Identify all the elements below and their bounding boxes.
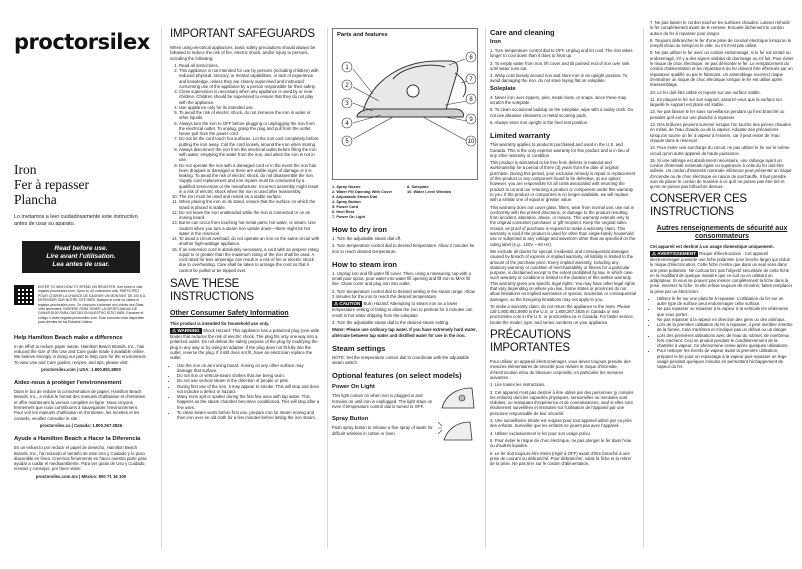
steam-iron-heading: How to steam iron <box>332 259 398 269</box>
list-item: 10. The iron must be used and rested on a stable surface. <box>179 194 320 199</box>
avert-text: Risque d'électrocution : Cet appareil électroménager possède une fiche polarisée (une broche large) qui réduit le risque d'électrocution. Cette fiche n'entre que dans un seul sens dans une prise polarisée. Ne contournez pas l'objectif sécuritaire de cette fiche en la modifiant de quelque manière que ce soit ou en utilisant un adaptateur. Si vous ne pouvez pas insérer complètement la fiche dans la prise, inversez la fiche. Si elle refuse toujours de s'insérer, faites remplacer la prise par un électricien. <box>650 250 793 294</box>
soleplate-subheading: Soleplate <box>490 85 516 92</box>
precaution-item: 2. Cet appareil n'est pas destiné à être utilisé par des personnes (y compris les enfants) dont les capacités physiques, sensorielles ou mentales sont réduites, ou manquant d'expérience et de connaissances, sauf si elles sont étroitement surveillées et instruites sur l'utilisation de l'appareil par une personne responsable de leur sécurité. <box>490 389 634 416</box>
safeguards-column <box>162 0 326 569</box>
callout-label: 1 <box>345 65 349 71</box>
list-item: 2. Water Fill Opening With Cover <box>332 189 393 194</box>
safeguards-list <box>170 63 320 273</box>
iron-diagram <box>333 39 481 167</box>
fr-env-heading: Aidez-nous à protéger l'environnement <box>14 380 122 387</box>
power-light-block <box>332 382 478 414</box>
qr-text: ENTER TO WIN! HOW TO SPEND ON REGISTER. See rules or visit register.proctorsilex.com. Open to US customers only. PARTICIPEZ POUR COURIR LA CHANCE DE GAGNER UN MONTANT DE 100 $ À DÉPENSER SUR NOTRE SITE WEB. Balayez le code ou visitez le registre.proctorsilex.com. Ce concours s'adresse aux clients des États-Unis seulement. INGRESE PARA TENER LA OPORTUNIDAD DE GANAR $100 PARA GASTAR EN NUESTRO SITIO WEB. Escanee el código o visite register.proctorsilex.com. Este concurso está disponible para clientes de los Estados Unidos. <box>38 285 146 325</box>
warning-badge: ⚠ WARNING <box>172 328 200 334</box>
intro-es: Lo invitamos a leer cuidadosamente este instructivo antes de usar su aparato. <box>14 214 138 227</box>
precautions-heading: PRÉCAUTIONS IMPORTANTES <box>490 329 571 355</box>
power-light-icon <box>438 382 478 414</box>
list-item: • Ne pas repasser ou repasser à la vapeur à la verticale les vêtements que vous portez. <box>657 306 794 317</box>
precaution-item: 12. Ne pas laisser le fer sans surveillance pendant qu'il est branché ou pendant qu'il est sur une planche à repasser. <box>650 109 785 120</box>
precaution-item: 9. Ne pas utiliser le fer avec un cordon endommagé, si le fer est tombé ou endommagé, s'il y a des signes visibles de dommage ou s'il fuit. Pour éviter le risque de choc électrique, ne pas démonter le fer. Le remplacement du cordon d'alimentation et les réparations du fer doivent être effectués par un réparateur qualifié ou par le fabricant. Un assemblage incorrect risque d'entraîner un risque de choc électrique lorsque le fer est utilisé après réassemblage. <box>650 50 794 88</box>
list-item: • Lors de la première utilisation du fer à repasser, il peut sembler émettre de la fumée. Cela s'arrêtera et n'indique pas un défaut ou un danger. <box>657 322 794 333</box>
list-item: 10. Water Level Window <box>407 189 452 194</box>
list-item <box>407 214 478 219</box>
list-item: 14. To avoid a circuit overload, do not operate an iron on the same circuit with another high-wattage appliance. <box>179 236 320 247</box>
warranty-heading: Limited warranty <box>490 131 551 141</box>
precaution-item: 3. Une surveillance étroite est requise pour tout appareil utilisé par ou près des enfants. Surveiller que les enfants ne jouent pas avec l'appareil. <box>490 418 632 429</box>
iron-subheading: Iron <box>490 39 501 45</box>
list-item: 3. Close supervision is necessary when any appliance is used by or near children. Children should be supervised to ensure that they do not play with the appliance. <box>179 89 320 105</box>
help-heading: Help Hamilton Beach make a difference <box>14 334 123 341</box>
list-item: 3. Adjustable Steam Dial <box>332 194 378 199</box>
precaution-item: 4. Utiliser exclusivement le fer pour son usage prévu. <box>490 430 592 436</box>
fr-env-text: Dans le but de réduire la consommation de papier, Hamilton Beach Brands, Inc., a réduit le format des manuels d'utilisation et d'entretien et offre maintenant la version complète en ligne. Nous croyons fermement que nous contribuons à sauvegarder l'environnement. Pour voir les manuels d'utilisation et d'entretien, les recettes et les conseils, veuillez consulter le site : <box>14 389 146 421</box>
precaution-item: 11. En plaçant le fer sur son support, assurez-vous que la surface sur laquelle le support est placé est stable. <box>650 96 782 108</box>
care-step: 4. Never iron over zippers, pins, metal rivets, or snaps, since these may scratch the soleplate. <box>490 94 627 106</box>
precaution-item: 15. Si une rallonge est absolument nécessaire, une rallonge ayant un cordon d'intensité nominale égale ou supérieure à celle du fer doit être utilisée. Un cordon d'intensité nominale inférieure peut présenter un risque d'incendie ou de choc électrique en raison de surchauffe. Il faut prendre soin de placer le cordon de manière à ce qu'il ne puisse pas être tiré et qu'on ne puisse pas trébucher dessus. <box>650 157 792 190</box>
callout-label: 4 <box>345 121 349 127</box>
warranty-paragraph: This product is warranted to be free from defects in material and workmanship for a period of three (3) years from the date of original purchase. During this period, your exclusive remedy is repair or replacement of this product or any component found to be defective, at our option; however, you are responsible for all costs associated with returning the product to us and our returning a product or component under this warranty to you. If the product or component is no longer available, we will replace with a similar one of equal or greater value. <box>490 160 636 203</box>
qr-code-icon <box>14 285 34 305</box>
optional-features-heading: Optional features (on select models) <box>332 371 462 381</box>
parts-column <box>328 0 484 569</box>
avert-label: AVERTISSEMENT <box>657 250 696 256</box>
callout-label: 6 <box>469 55 473 61</box>
warranty-paragraph: We exclude all claims for special, incidental, and consequential damages caused by breach of express or implied warranty. All liability is limited to the amount of the purchase price. Every implied warranty, including any statutory warranty or condition of merchantability or fitness for a particular purpose, is disclaimed except to the extent prohibited by law, in which case such warranty or condition is limited to the duration of this written warranty. This warranty gives you specific legal rights. You may have other legal rights that vary depending on where you live. Some states or provinces do not allow limitations on implied warranties or special, incidental, or consequential damages, so the foregoing limitations may not apply to you. <box>490 248 636 302</box>
precaution-item: 8. Toujours débrancher le fer d'une prise de courant électrique lorsqu'on le remplit d'eau ou lorsqu'on le vide, ou s'il n'est pas utilisé. <box>650 37 792 49</box>
precaution-item: 6. Le fer doit toujours être éteint (réglé à OFF) avant d'être branché à une prise de courant ou débranché. Pour débrancher, saisir la fiche et la retirer de la prise. Ne pas tirer sur le cordon d'alimentation. <box>490 450 632 467</box>
caution-text: Burn Hazard: Attempting to steam iron on a lower temperature setting or failing to allow the iron to preheat for 2 minutes can result in hot water dripping from the soleplate. <box>332 301 473 318</box>
french-column <box>644 0 802 569</box>
list-item: 7. Power On Light <box>332 214 366 219</box>
parts-list <box>332 184 478 219</box>
avert-badge: ⚠ AVERTISSEMENT <box>652 250 696 256</box>
list-item: • Lors des premières utilisations avec de l'eau du robinet, de nombreux fers crachent. Ceci se produit pendant le conditionnement de la chambre à vapeur. Ce phénomène cesse après quelques utilisations. <box>657 333 794 349</box>
list-item: 8. Soleplate <box>407 184 429 189</box>
list-item: 5. To avoid the risk of electric shock, do not immerse the iron in water or other liquids. <box>179 110 320 121</box>
list-item: • Pour nettoyer les évents de vapeur avant la première utilisation, préparer le fer pour un repassage à la vapeur puis repasser un linge usagé pendant quelques minutes en permettant l'échappement de vapeur du fer. <box>657 348 794 369</box>
parts-diagram-box <box>332 28 478 180</box>
dry-step: 1. Turn the adjustable steam dial off. <box>332 236 402 241</box>
steam-settings-note: NOTE: Set the temperature control dial to coordinate with the adjustable steam switch. <box>332 354 470 366</box>
care-step: 2. To empty water from iron, lift cover and tilt pointed end of iron over sink until water runs out. <box>490 60 630 71</box>
title-es: Plancha <box>14 192 57 207</box>
save-instructions-heading: SAVE THESE INSTRUCTIONS <box>170 277 254 303</box>
read-before-use-banner <box>22 241 140 273</box>
precaution-item: 13. Des brûlures peuvent survenir lorsque l'on touche des pièces chaudes en métal, de l'eau chaude ou de la vapeur. Adopter des précautions lorsqu'on tourne un fer à vapeur à l'envers, car il peut rester de l'eau chaude dans le réservoir. <box>650 122 791 143</box>
list-item: 2. This appliance is not intended for use by persons (including children) with reduced physical, sensory, or mental capabilities, or lack of experience and knowledge, unless they are closely supervised and instructed concerning use of the appliance by a person responsible for their safety. <box>179 68 320 89</box>
parts-heading: Parts and features <box>337 32 388 38</box>
power-light-heading: Power On Light <box>332 384 375 391</box>
warning-label: WARNING <box>177 328 200 334</box>
safety-bullets <box>170 363 320 421</box>
banner-line: Lire avant l'utilisation. <box>46 253 116 260</box>
help-site: proctorsilex.com | USA: 1.800.851.8900 <box>41 366 121 372</box>
warning-paragraph <box>170 328 320 360</box>
care-step: 5. To clean occasional buildup on the soleplate, wipe with a sudsy cloth. Do not use abrasive cleansers or metal scouring pads. <box>490 107 633 118</box>
es-env-text: En un esfuerzo por reducir el papel de desecho, Hamilton Beach Brands, Inc., ha reducido el tamaño de este Uso y Cuidado y lo puso disponible en línea. Creemos firmemente en hacer nuestra parte para ayudar a cuidar el medioambiente. Para ver guías de Uso y Cuidado, recetas y consejos, por favor visite: <box>14 445 147 472</box>
caution-badge: ⚠ CAUTION <box>334 301 361 307</box>
list-item: 11. When placing the iron on its stand, ensure that the surface on which the stand is placed is stable. <box>179 199 320 210</box>
banner-line: Read before use. <box>54 245 108 252</box>
spray-button-text: Push spray button to release a fine spray of water for difficult wrinkles in cotton or linen. <box>332 425 433 436</box>
care-step: 3. Wrap cord loosely around iron and store iron in an upright position. To avoid damaging the iron, do not store laying flat on soleplate. <box>490 73 628 84</box>
title-fr: Fer à repasser <box>14 177 89 192</box>
safeguards-heading: IMPORTANT SAFEGUARDS <box>170 28 315 40</box>
dry-step: 2. Turn temperature control dial to desired temperature. Allow 2 minutes for iron to reach desired temperature. <box>332 243 475 254</box>
care-step: 1. Turn temperature control dial to OFF. Unplug and let cool. The iron takes longer to cool down than it does to heat up. <box>490 48 633 59</box>
qr-section <box>14 285 148 325</box>
spray-button-icon <box>438 414 478 446</box>
care-step: 6. Always store iron upright in the heel rest position. <box>490 119 589 125</box>
es-env-site: proctorsilex.com.mx | México: 800 71 16 100 <box>35 473 127 479</box>
precaution-item: 7. Ne pas laisser le cordon toucher les surfaces chaudes. Laisser refroidir le fer complètement avant de le remiser. Enrouler lâchement le cordon autour du fer à repasser pour ranger. <box>650 20 790 36</box>
callout-label: 10 <box>467 139 475 145</box>
list-item: 4. Spray Button <box>332 199 361 204</box>
list-item: 1. Spray Nozzle <box>332 184 361 189</box>
list-item: 15. If an extension cord is absolutely necessary, a cord with an ampere rating equal to or greater than the maximum rating of the iron shall be used. A cord rated for less amperage can result in a risk of fire or electric shock due to overheating. Care shall be taken to arrange the cord so that it cannot be pulled or be tripped over. <box>179 247 320 273</box>
conserve-heading: CONSERVER CES INSTRUCTIONS <box>650 192 747 218</box>
precaution-item: 1. Lire toutes les instructions. <box>490 382 546 388</box>
list-item: 12. Do not leave the iron unattended while the iron is connected or on an ironing board. <box>179 210 320 221</box>
avert-paragraph <box>650 251 794 294</box>
warranty-paragraph: This warranty applies to products purchased and used in the U.S. and Canada. This is the only express warranty for this product and is in lieu of any other warranty or condition. <box>490 142 630 158</box>
list-item: • Utilisez le fer sur une planche à repasser. L'utilisation du fer sur un autre type de surface peut endommager cette surface. <box>657 296 794 307</box>
list-item: 5. Power Cord <box>332 204 359 209</box>
warning-text: Shock Hazard: This appliance has a polarized plug (one wide blade) that reduces the risk of electric shock. The plug fits only one way into a polarized outlet. Do not defeat the safety purpose of the plug by modifying the plug in any way or by using an adapter. If the plug does not fit fully into the outlet, reverse the plug. If it still does not fit, have an electrician replace the outlet. <box>170 328 320 361</box>
es-env-heading: Ayude a Hamilton Beach a Hacer la Diferencia <box>14 436 141 443</box>
caution-label: CAUTION <box>339 301 361 307</box>
dry-iron-heading: How to dry iron <box>332 225 387 234</box>
list-item: 9. Do not operate the iron with a damaged cord or in the event the iron has been dropped or damaged or there are visible signs of damage or it is leaking. To avoid the risk of electric shock, do not disassemble the iron. Supply cord replacement and iron repairs must be conducted by a qualified serviceman or the manufacturer. Incorrect assembly might result in a risk of electric shock when the iron is used after reassembly. <box>179 163 320 195</box>
safeguards-intro: When using electrical appliances, basic safety precautions should always be followed to reduce the risk of fire, electric shock, and/or injury to persons, including the following: <box>170 45 316 61</box>
callout-label: 8 <box>469 97 473 103</box>
callout-label: 3 <box>345 101 349 107</box>
callout-label: 9 <box>469 117 473 123</box>
precaution-item: 10. Le fer doit être utilisé et reposé sur une surface stable. <box>650 89 761 95</box>
brand-logo: proctorsilex <box>14 30 150 54</box>
list-item: 6. Heel Rest <box>332 209 355 214</box>
precaution-item: 14. Pour éviter une surcharge du circuit, ne pas utiliser le fer sur le même circuit qu'un autre appareil de haute puissance. <box>650 145 790 156</box>
list-item: 13. Burns can occur from touching hot metal parts, hot water, or steam. Use caution when you turn a steam iron upside down—there might be hot water in the reservoir. <box>179 220 320 236</box>
care-heading: Care and cleaning <box>490 28 555 37</box>
callout-label: 2 <box>345 83 349 89</box>
fr-safety-bullets <box>650 296 794 370</box>
fr-env-site: proctorsilex.ca | Canada: 1.800.267.2826 <box>39 422 123 428</box>
water-note: Water: Please use ordinary tap water. If you have extremely hard water, alternate between tap water and distilled water for use in the iron. <box>332 327 477 338</box>
care-column <box>486 0 642 569</box>
precaution-item: 5. Pour éviter le risque de choc électrique, ne pas plonger le fer dans l'eau ou d'autres liquides. <box>490 437 632 449</box>
steam-step: 3. Turn the adjustable steam dial to the desired steam setting. <box>332 319 450 325</box>
list-item: 1. Read all instructions. <box>179 63 320 68</box>
help-text: In an effort to reduce paper waste, Hamilton Beach Brands, Inc., has reduced the size of this Use and Care guide made it available online. We believe strongly in doing our part to help care for the environment. To view Use and Care guides, recipes, and tips, please visit: <box>14 343 147 365</box>
list-item: • Many irons spit or sputter during the first few uses with tap water. This happens as the steam chamber becomes conditioned. This will stop after a few uses. <box>177 394 320 410</box>
autres-heading: Autres renseignements de sécurité aux consommateurs <box>656 224 788 240</box>
callout-label: 5 <box>345 139 349 145</box>
household-note: This product is intended for household use only. <box>170 320 270 326</box>
warranty-paragraph: This warranty does not cover glass, filters, wear from normal use, use not in conformity with the printed directions, or damage to the product resulting from accident, alteration, abuse, or misuse. This warranty extends only to the original consumer purchaser or gift recipient. Keep the original sales receipt, as proof of purchase is required to make a warranty claim. This warranty is void if the product is used for other than single-family household use or subjected to any voltage and waveform other than as specified on the rating label (e.g., 120V ~ 60 Hz). <box>490 204 636 247</box>
cover-column <box>0 0 160 569</box>
power-light-text: This light comes on when iron is plugged in and remains on until iron is unplugged. The light stays on even if temperature control dial is turned to OFF. <box>332 393 433 410</box>
steam-step: 2. Turn temperature control dial to desired setting in the steam range. Allow 2 minutes for the iron to reach the desired temperature. <box>332 288 475 300</box>
title-en: Iron <box>14 162 37 177</box>
other-info-heading: Other Consumer Safety Information <box>170 309 289 317</box>
caution-paragraph <box>332 301 478 318</box>
steam-step: 1. Unplug iron and fill water fill cover. Then, using a measuring cup with a small pour spout, pour water into water fill opening and fill iron to MAX fill line. Close cover and plug iron into outlet. <box>332 270 471 287</box>
list-item: 8. Always disconnect the iron from the electrical outlet before filling the iron with water, emptying the water from the iron, and when the iron is not in use. <box>179 147 320 163</box>
list-item: • To clean steam vents before first use, prepare iron for steam ironing and then iron over an old cloth for a few minutes before letting the iron steam. <box>177 410 320 421</box>
warranty-paragraph: To make a warranty claim, do not return the appliance to the store. Please call 1.800.851.8900 in the U.S. or 1.800.267.2826 in Canada or visit proctorsilex.com in the U.S. or proctorsilex.ca in Canada. For faster service, locate the model, type, and series numbers on your appliance. <box>490 303 635 325</box>
list-item: • During first use of the iron, it may appear to smoke. This will stop and does not indicate a defect or hazard. <box>177 384 320 395</box>
steam-settings-heading: Steam settings <box>332 343 386 353</box>
callout-label: 7 <box>469 77 473 83</box>
banner-line: Lea antes de usar. <box>52 261 110 268</box>
usage-note: Cet appareil est destiné à un usage domestique uniquement. <box>650 243 774 249</box>
spray-button-block <box>332 414 478 446</box>
list-item: 7. Do not let the cord touch hot surfaces. Let the iron cool completely before putting the iron away. Coil the cord loosely around the iron when storing. <box>179 136 320 147</box>
list-item: • Do not iron or vertical-steam clothes that are being worn. <box>177 373 320 378</box>
precautions-intro: Pour utiliser un appareil électroménager, vous devez toujours prendre des mesures élémentaires de sécurité pour réduire le risque d'incendie, d'électrocution et/ou de blessure corporelle, en particulier les mesures suivantes : <box>490 359 631 380</box>
spray-button-heading: Spray Button <box>332 416 369 423</box>
list-item: • Use the iron on an ironing board. Ironing on any other surface may damage that surface. <box>177 363 320 374</box>
list-item: 4. Use appliance only for its intended use. <box>179 105 320 110</box>
list-item: • Do not use vertical steam in the direction of people or pets. <box>177 378 320 383</box>
list-item: 6. Always turn the iron to OFF before plugging or unplugging the iron from the electrical outlet. To unplug, grasp the plug and pull from the outlet. Never pull from the power cord. <box>179 121 320 137</box>
list-item: • Ne pas repasser à la vapeur en direction des gens ou des animaux. <box>657 317 794 322</box>
